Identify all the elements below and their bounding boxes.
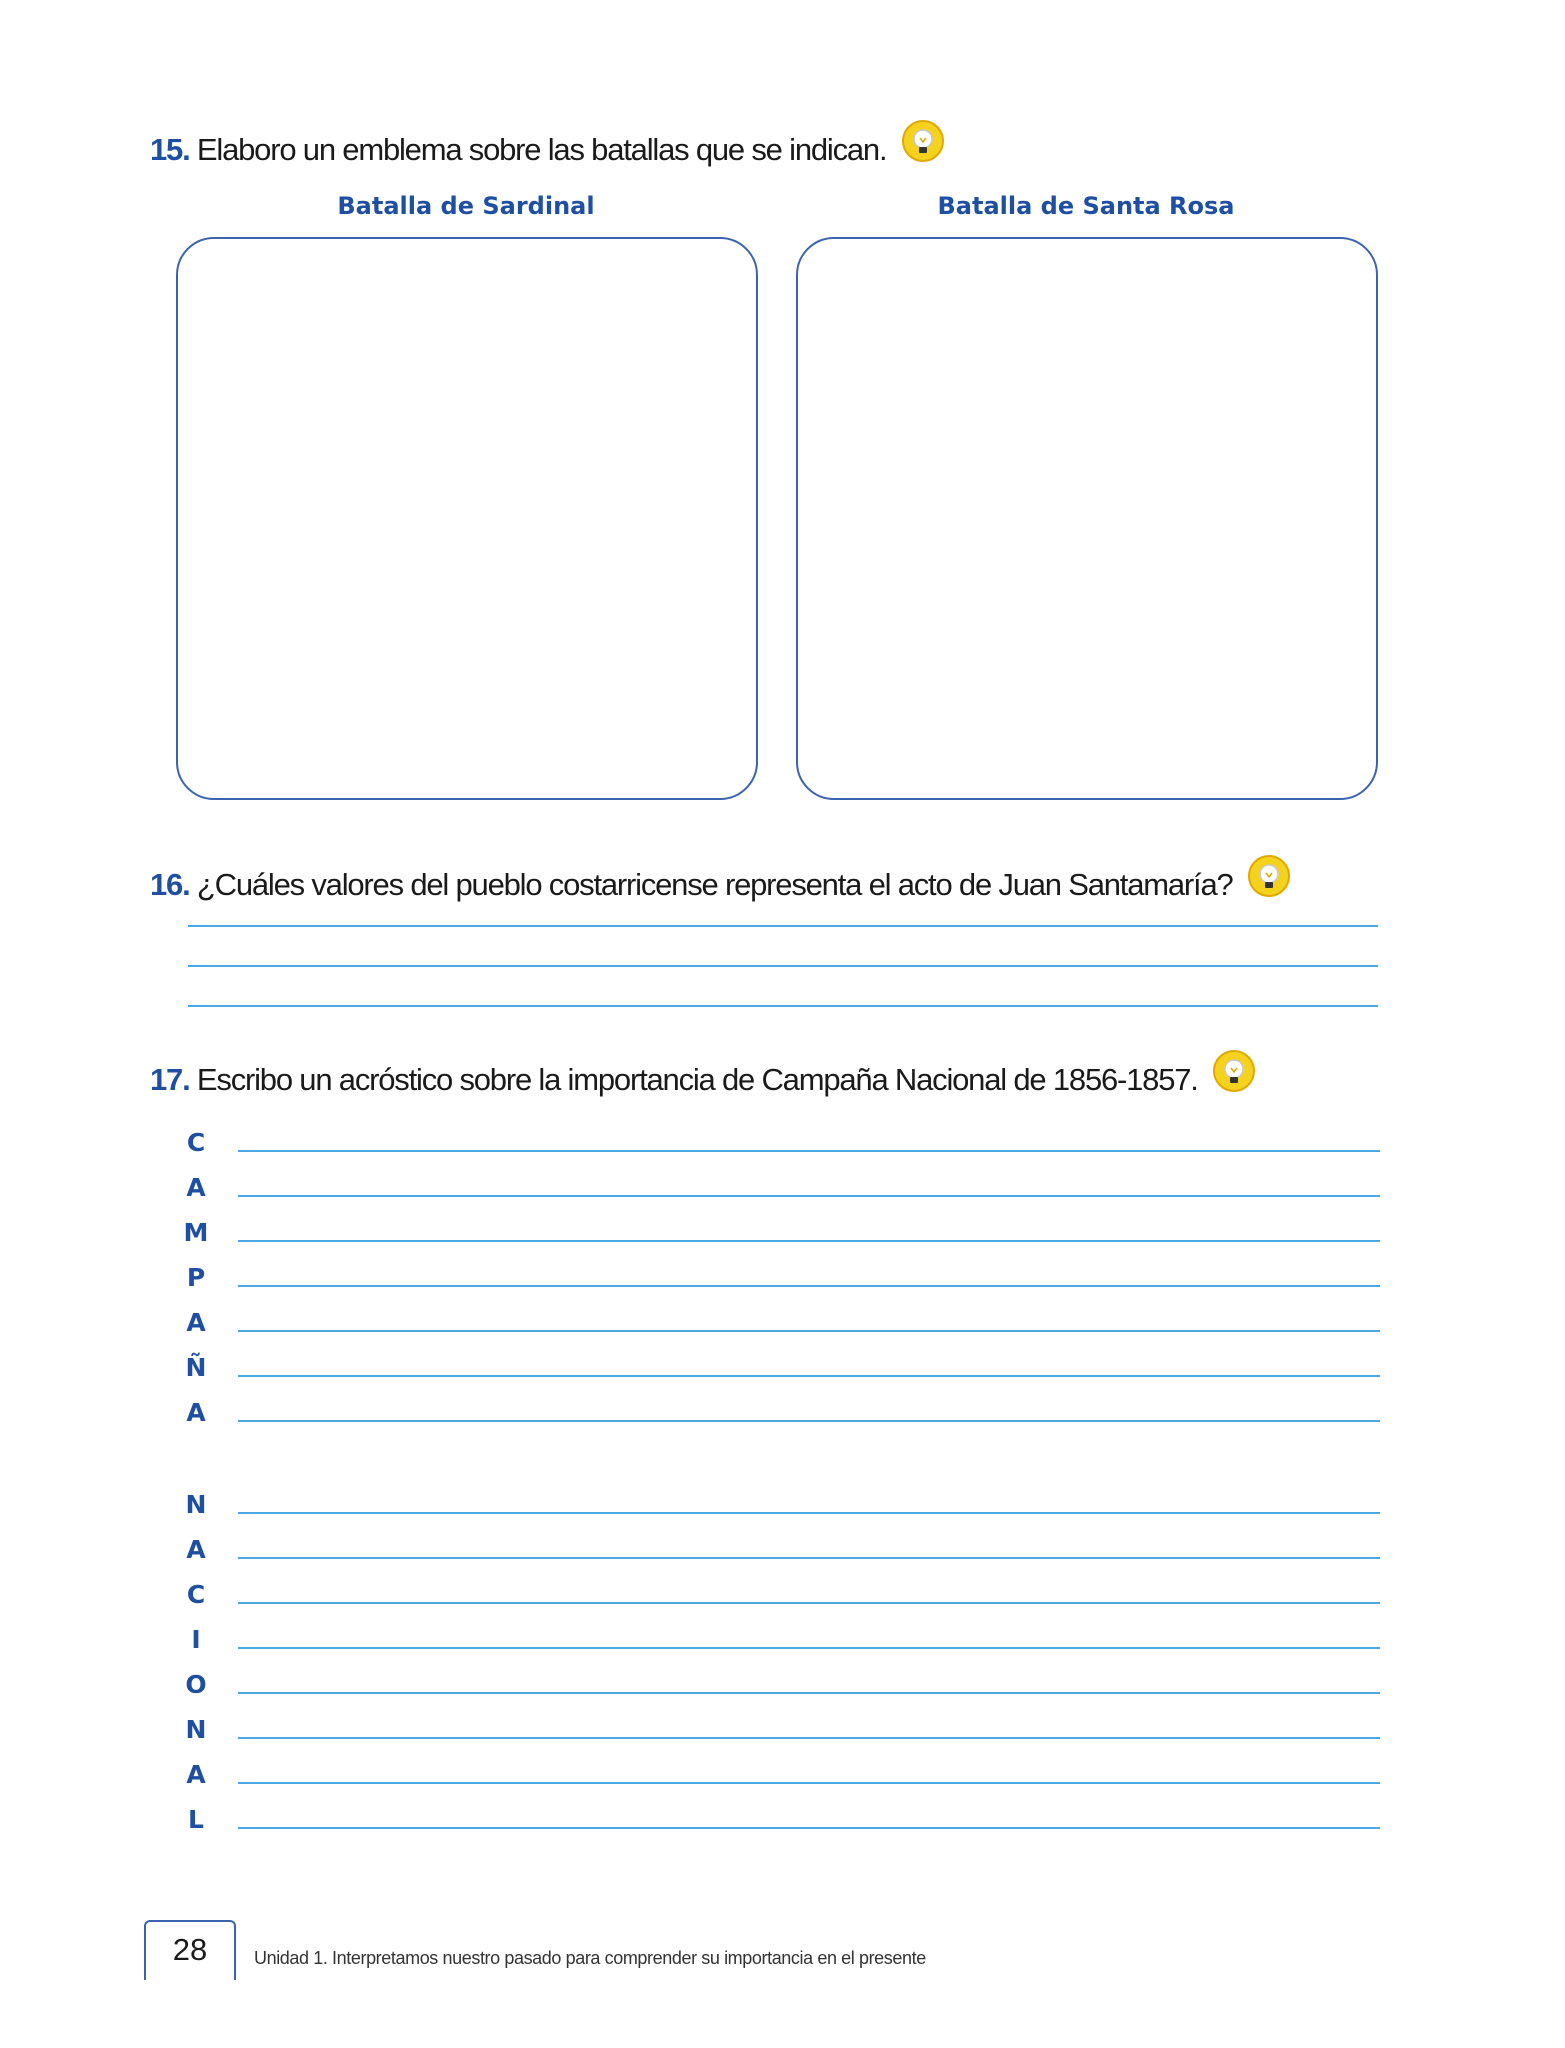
acrostic-line[interactable] bbox=[238, 1602, 1380, 1604]
acrostic-letter: L bbox=[188, 1805, 204, 1834]
acrostic-line[interactable] bbox=[238, 1692, 1380, 1694]
page-number-tab bbox=[144, 1920, 236, 1980]
acrostic-line[interactable] bbox=[238, 1330, 1380, 1332]
acrostic-line[interactable] bbox=[238, 1557, 1380, 1559]
acrostic-line[interactable] bbox=[238, 1512, 1380, 1514]
q15-text: Elaboro un emblema sobre las batallas que se indican. bbox=[196, 132, 887, 167]
acrostic-line[interactable] bbox=[238, 1420, 1380, 1422]
acrostic-letter: A bbox=[186, 1398, 206, 1427]
answer-line[interactable] bbox=[188, 925, 1378, 927]
q16-heading bbox=[150, 855, 1292, 903]
acrostic-letter: I bbox=[191, 1625, 201, 1654]
acrostic-letter: O bbox=[185, 1670, 207, 1699]
q16-number: 16. bbox=[150, 867, 190, 902]
acrostic-letter: Ñ bbox=[185, 1353, 207, 1382]
caption-sardinal: Batalla de Sardinal bbox=[337, 192, 595, 220]
acrostic-letter: C bbox=[186, 1580, 206, 1609]
acrostic-line[interactable] bbox=[238, 1375, 1380, 1377]
q15-number: 15. bbox=[150, 132, 190, 167]
q15-heading bbox=[150, 120, 946, 168]
emblem-box-sardinal[interactable] bbox=[176, 237, 758, 800]
acrostic-line[interactable] bbox=[238, 1647, 1380, 1649]
acrostic-line[interactable] bbox=[238, 1240, 1380, 1242]
footer-unit-text: Unidad 1. Interpretamos nuestro pasado para comprender su importancia en el presente bbox=[254, 1948, 926, 1968]
acrostic-line[interactable] bbox=[238, 1285, 1380, 1287]
acrostic-letter: A bbox=[186, 1535, 206, 1564]
answer-line[interactable] bbox=[188, 1005, 1378, 1007]
acrostic-letter: A bbox=[186, 1173, 206, 1202]
page-number: 28 bbox=[172, 1932, 208, 1967]
acrostic-letter: N bbox=[185, 1715, 207, 1744]
q17-text: Escribo un acróstico sobre la importancia de Campaña Nacional de 1856-1857. bbox=[196, 1062, 1198, 1097]
q16-text: ¿Cuáles valores del pueblo costarricense representa el acto de Juan Santamaría? bbox=[196, 867, 1233, 902]
acrostic-line[interactable] bbox=[238, 1195, 1380, 1197]
lightbulb-icon bbox=[1246, 855, 1292, 901]
emblem-box-santa-rosa[interactable] bbox=[796, 237, 1378, 800]
acrostic-letter: P bbox=[186, 1263, 206, 1292]
acrostic-letter: N bbox=[185, 1490, 207, 1519]
q17-number: 17. bbox=[150, 1062, 190, 1097]
acrostic-line[interactable] bbox=[238, 1827, 1380, 1829]
answer-line[interactable] bbox=[188, 965, 1378, 967]
lightbulb-icon bbox=[1211, 1050, 1257, 1096]
acrostic-letter: M bbox=[183, 1218, 209, 1247]
caption-santa-rosa: Batalla de Santa Rosa bbox=[937, 192, 1235, 220]
lightbulb-icon bbox=[900, 120, 946, 166]
acrostic-letter: A bbox=[186, 1760, 206, 1789]
acrostic-line[interactable] bbox=[238, 1150, 1380, 1152]
acrostic-letter: C bbox=[186, 1128, 206, 1157]
acrostic-line[interactable] bbox=[238, 1782, 1380, 1784]
q17-heading bbox=[150, 1050, 1257, 1098]
acrostic-line[interactable] bbox=[238, 1737, 1380, 1739]
acrostic-letter: A bbox=[186, 1308, 206, 1337]
